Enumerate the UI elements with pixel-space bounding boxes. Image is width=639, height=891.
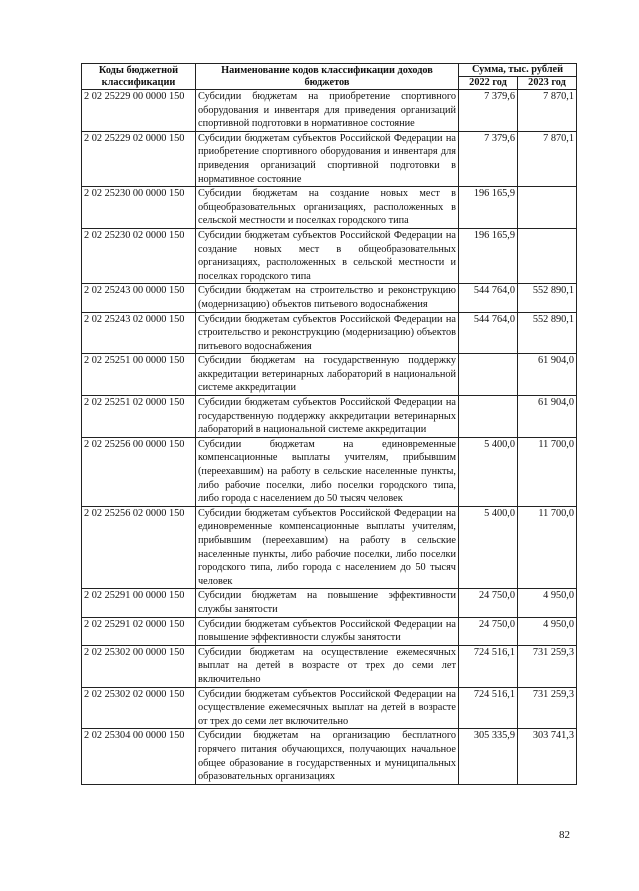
header-year-2023: 2023 год — [518, 77, 577, 90]
row-name: Субсидии бюджетам на строительство и реконструкцию (модернизацию) объектов питьевого водоснабжения — [196, 284, 459, 312]
row-sum-2023: 303 741,3 — [518, 729, 577, 784]
row-code: 2 02 25251 02 0000 150 — [82, 396, 196, 438]
table-row — [82, 131, 577, 186]
row-sum-2022: 7 379,6 — [459, 90, 518, 132]
row-sum-2022: 305 335,9 — [459, 729, 518, 784]
table-row — [82, 687, 577, 729]
row-name: Субсидии бюджетам субъектов Российской Федерации на осуществление ежемесячных выплат на детей в возрасте от трех до семи лет включительно — [196, 687, 459, 729]
row-code: 2 02 25302 00 0000 150 — [82, 645, 196, 687]
row-sum-2023: 552 890,1 — [518, 312, 577, 354]
row-code: 2 02 25291 00 0000 150 — [82, 589, 196, 617]
table-row — [82, 617, 577, 645]
row-name: Субсидии бюджетам на организацию бесплатного горячего питания обучающихся, получающих начальное общее образование в государственных и муниципальных образовательных организациях — [196, 729, 459, 784]
row-sum-2022: 7 379,6 — [459, 131, 518, 186]
row-sum-2023: 11 700,0 — [518, 437, 577, 506]
table-row — [82, 396, 577, 438]
row-sum-2022: 724 516,1 — [459, 687, 518, 729]
row-name: Субсидии бюджетам на государственную поддержку аккредитации ветеринарных лабораторий в национальной системе аккредитации — [196, 354, 459, 396]
row-sum-2023: 552 890,1 — [518, 284, 577, 312]
header-sum: Сумма, тыс. рублей — [459, 64, 577, 77]
table-row — [82, 589, 577, 617]
row-sum-2022: 196 165,9 — [459, 187, 518, 229]
budget-revenue-table — [81, 63, 577, 785]
row-code: 2 02 25229 00 0000 150 — [82, 90, 196, 132]
row-name: Субсидии бюджетам на единовременные компенсационные выплаты учителям, прибывшим (переехавшим) на работу в сельские населенные пункты, либо рабочие поселки, либо поселки городского типа, либо города с населением до 50 тысяч человек — [196, 437, 459, 506]
table-row — [82, 729, 577, 784]
header-name: Наименование кодов классификации доходов бюджетов — [196, 64, 459, 90]
row-sum-2022: 24 750,0 — [459, 617, 518, 645]
header-year-2022: 2022 год — [459, 77, 518, 90]
row-sum-2023 — [518, 228, 577, 283]
row-name: Субсидии бюджетам субъектов Российской Федерации на строительство и реконструкцию (модернизацию) объектов питьевого водоснабжения — [196, 312, 459, 354]
row-code: 2 02 25230 02 0000 150 — [82, 228, 196, 283]
table-row — [82, 284, 577, 312]
row-sum-2023: 7 870,1 — [518, 90, 577, 132]
row-sum-2022: 724 516,1 — [459, 645, 518, 687]
row-code: 2 02 25302 02 0000 150 — [82, 687, 196, 729]
page-number: 82 — [559, 829, 570, 841]
table-row — [82, 354, 577, 396]
table-row — [82, 90, 577, 132]
row-sum-2022: 5 400,0 — [459, 506, 518, 589]
row-name: Субсидии бюджетам на осуществление ежемесячных выплат на детей в возрасте от трех до семи лет включительно — [196, 645, 459, 687]
row-sum-2023: 7 870,1 — [518, 131, 577, 186]
row-code: 2 02 25229 02 0000 150 — [82, 131, 196, 186]
row-sum-2022 — [459, 396, 518, 438]
row-sum-2022: 196 165,9 — [459, 228, 518, 283]
row-sum-2022: 544 764,0 — [459, 312, 518, 354]
row-name: Субсидии бюджетам субъектов Российской Федерации на приобретение спортивного оборудования и инвентаря для приведения организаций спортивной подготовки в нормативное состояние — [196, 131, 459, 186]
row-code: 2 02 25230 00 0000 150 — [82, 187, 196, 229]
row-sum-2022: 5 400,0 — [459, 437, 518, 506]
row-name: Субсидии бюджетам субъектов Российской Федерации на государственную поддержку аккредитации ветеринарных лабораторий в национальной системе аккредитации — [196, 396, 459, 438]
table-row — [82, 437, 577, 506]
row-code: 2 02 25304 00 0000 150 — [82, 729, 196, 784]
row-code: 2 02 25256 02 0000 150 — [82, 506, 196, 589]
row-sum-2022: 544 764,0 — [459, 284, 518, 312]
row-sum-2023 — [518, 187, 577, 229]
row-code: 2 02 25251 00 0000 150 — [82, 354, 196, 396]
row-code: 2 02 25291 02 0000 150 — [82, 617, 196, 645]
row-sum-2023: 4 950,0 — [518, 617, 577, 645]
header-codes: Коды бюджетной классификации — [82, 64, 196, 90]
table-row — [82, 228, 577, 283]
table-row — [82, 312, 577, 354]
row-name: Субсидии бюджетам субъектов Российской Федерации на единовременные компенсационные выплаты учителям, прибывшим (переехавшим) на работу в сельские населенные пункты, либо рабочие поселки, либо поселки городского типа, либо города с населением до 50 тысяч человек — [196, 506, 459, 589]
row-sum-2023: 4 950,0 — [518, 589, 577, 617]
row-name: Субсидии бюджетам на повышение эффективности службы занятости — [196, 589, 459, 617]
row-name: Субсидии бюджетам на создание новых мест в общеобразовательных организациях, расположенных в сельской местности и поселках городского типа — [196, 187, 459, 229]
row-name: Субсидии бюджетам субъектов Российской Федерации на повышение эффективности службы занятости — [196, 617, 459, 645]
table-row — [82, 506, 577, 589]
row-sum-2023: 61 904,0 — [518, 396, 577, 438]
row-sum-2023: 731 259,3 — [518, 645, 577, 687]
row-sum-2022: 24 750,0 — [459, 589, 518, 617]
row-sum-2023: 11 700,0 — [518, 506, 577, 589]
row-sum-2023: 731 259,3 — [518, 687, 577, 729]
row-code: 2 02 25243 02 0000 150 — [82, 312, 196, 354]
row-sum-2023: 61 904,0 — [518, 354, 577, 396]
row-code: 2 02 25243 00 0000 150 — [82, 284, 196, 312]
row-name: Субсидии бюджетам субъектов Российской Федерации на создание новых мест в общеобразовательных организациях, расположенных в сельской местности и поселках городского типа — [196, 228, 459, 283]
table-row — [82, 645, 577, 687]
row-sum-2022 — [459, 354, 518, 396]
row-code: 2 02 25256 00 0000 150 — [82, 437, 196, 506]
row-name: Субсидии бюджетам на приобретение спортивного оборудования и инвентаря для приведения организаций спортивной подготовки в нормативное состояние — [196, 90, 459, 132]
table-row — [82, 187, 577, 229]
